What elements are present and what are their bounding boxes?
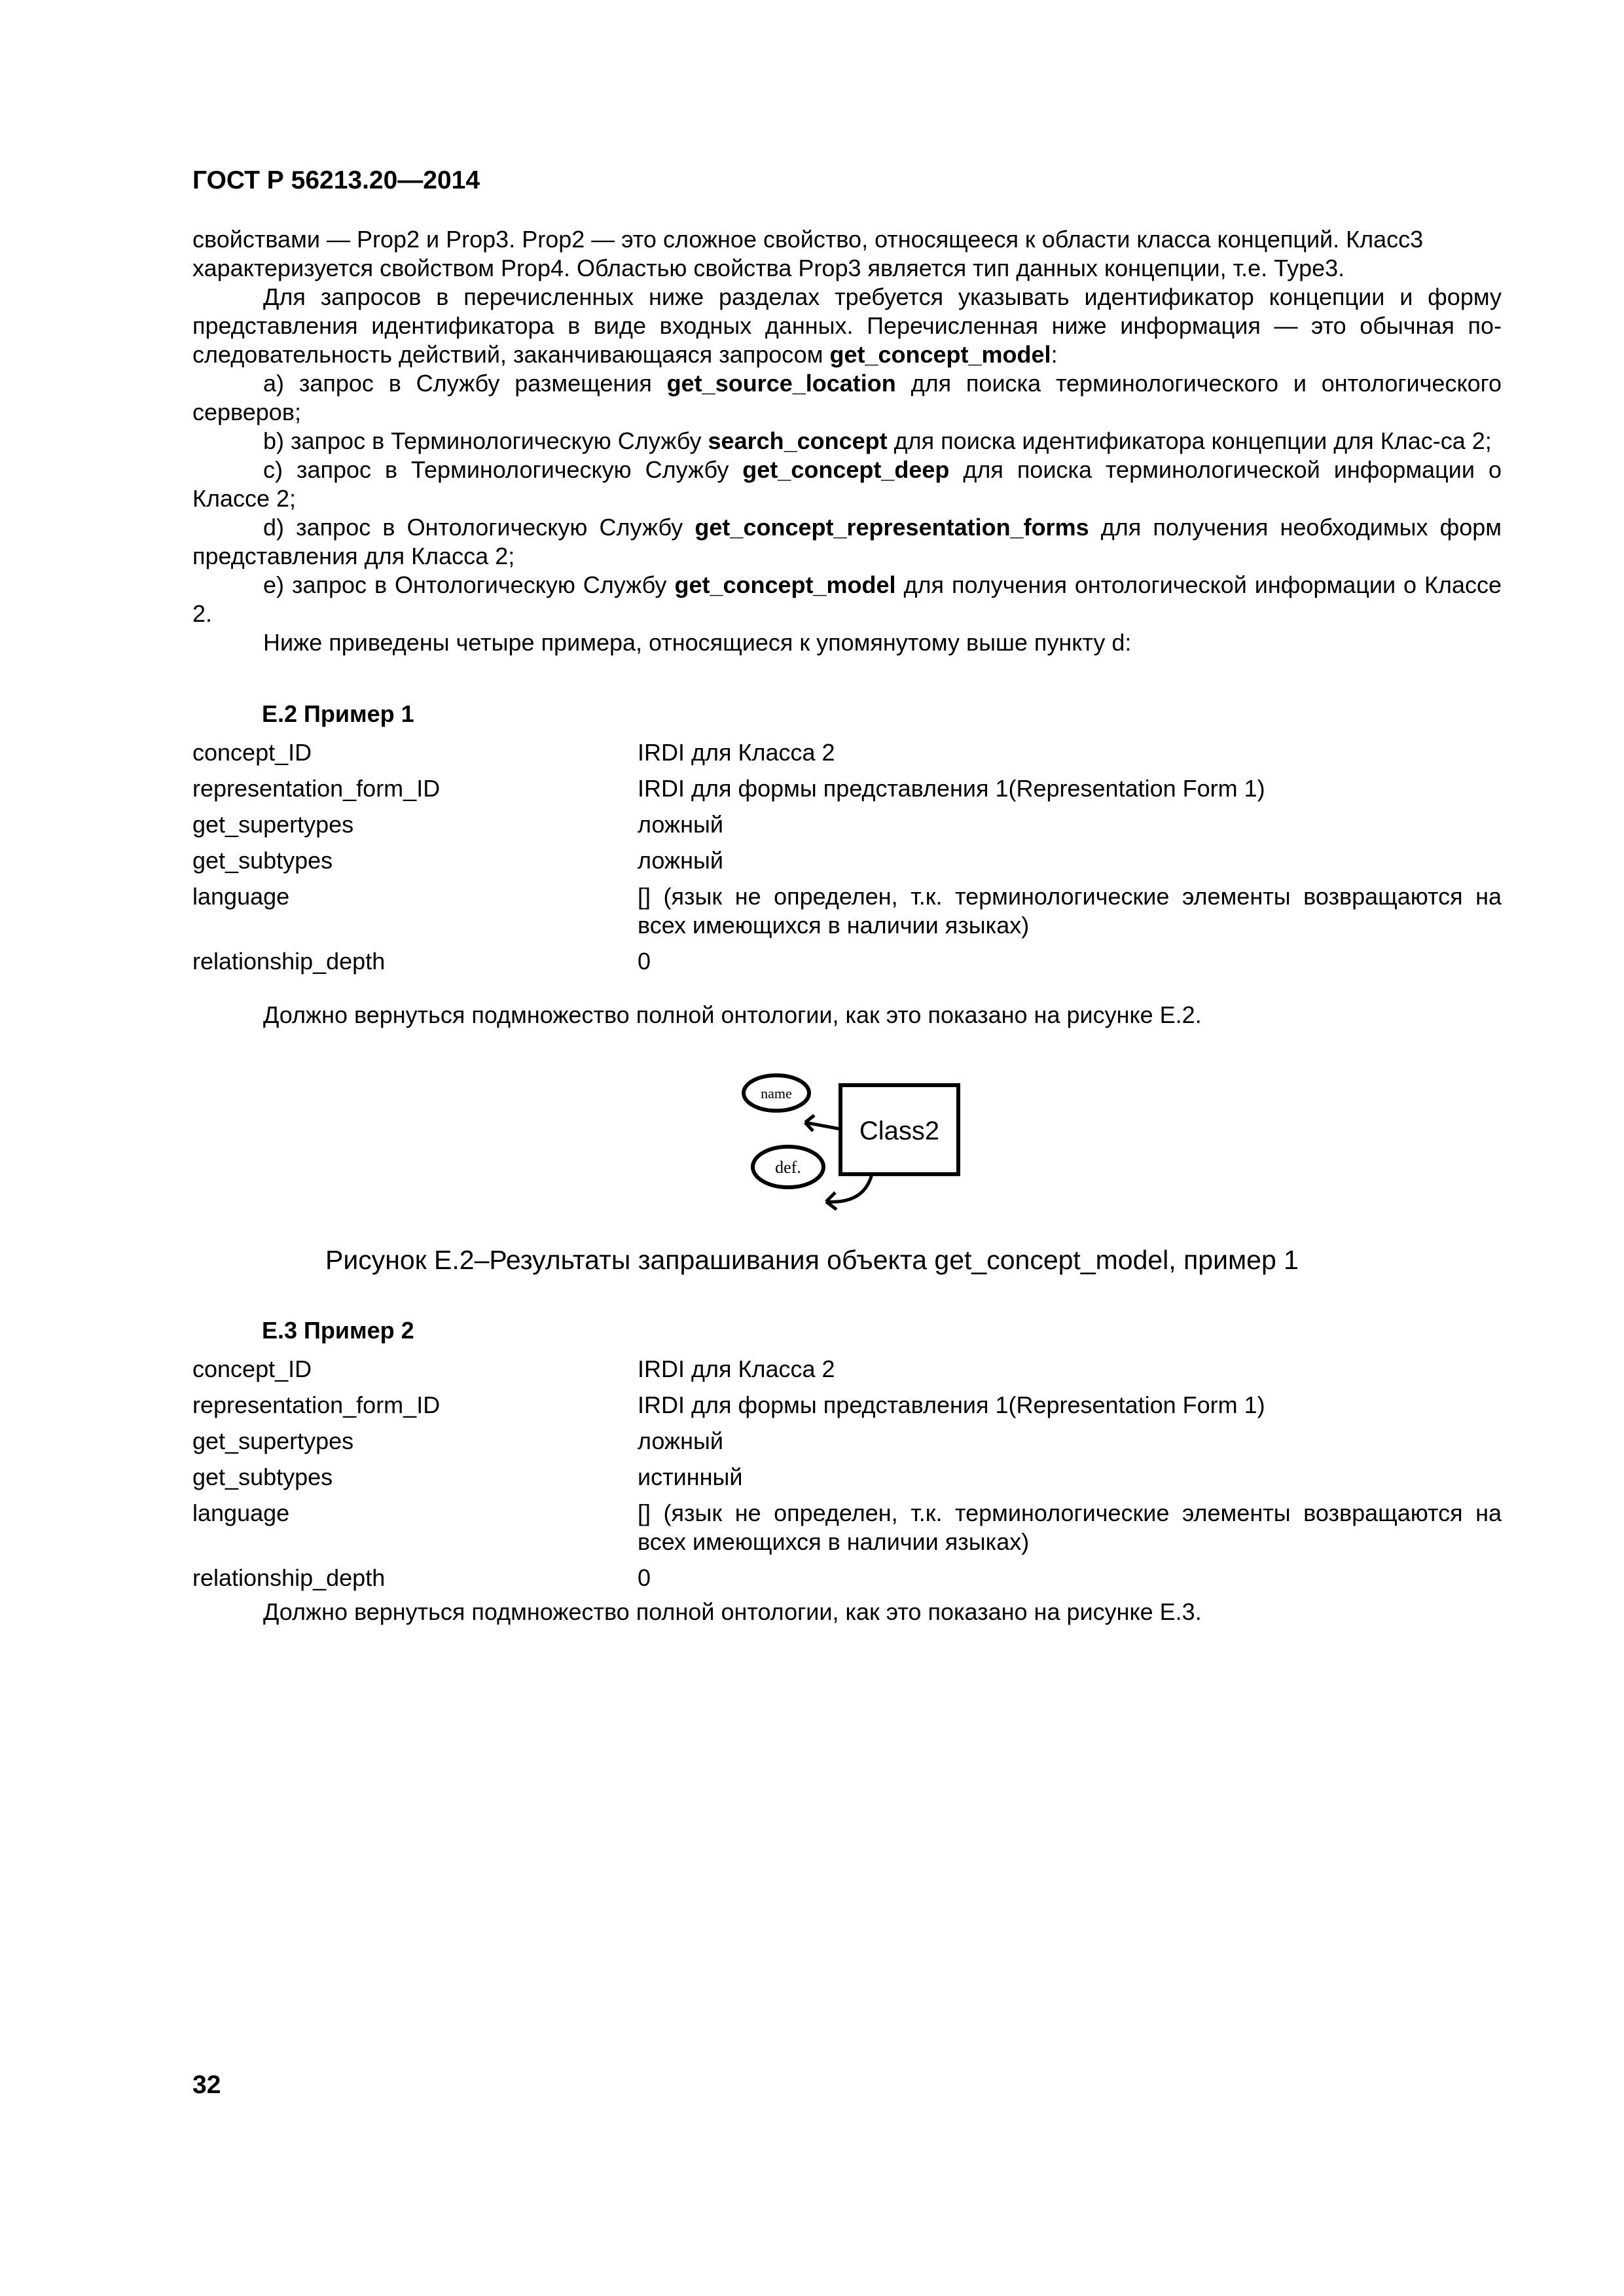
param-value: IRDI для Класса 2: [638, 1355, 835, 1382]
intro-line-1: свойствами — Prop2 и Prop3. Prop2 — это сложное свойство, относящееся к области класса концепций. Класс3: [192, 226, 1424, 253]
param-row: [192, 1463, 1502, 1492]
example2-params: [192, 1355, 1502, 1600]
param-value: IRDI для формы представления 1(Representation Form 1): [638, 775, 1265, 802]
param-name: language: [192, 883, 290, 910]
figure-e2-diagram: [727, 1059, 975, 1229]
param-name: concept_ID: [192, 739, 312, 766]
param-name: representation_form_ID: [192, 1391, 441, 1418]
param-value: ложный: [638, 847, 723, 874]
param-name: relationship_depth: [192, 948, 386, 975]
param-row: [192, 810, 1502, 839]
param-value: ложный: [638, 1427, 723, 1454]
param-row: [192, 846, 1502, 875]
param-value: IRDI для формы представления 1(Representation Form 1): [638, 1391, 1265, 1418]
concept-model-term: get_concept_model: [829, 341, 1051, 368]
param-row: [192, 1427, 1502, 1456]
intro-paragraph-2: Для запросов в перечисленных ниже разделах требуется указывать идентификатор концепции и форму представления идентификатора в виде входных данных. Перечисленная ниже информация — это обычная по-следовательность действий, заканчивающаяся запросом get_concept_model:: [192, 283, 1502, 368]
param-row: [192, 1391, 1502, 1420]
param-name: relationship_depth: [192, 1564, 386, 1591]
class2-label: Class2: [859, 1117, 940, 1145]
param-name: get_supertypes: [192, 811, 354, 838]
param-value: 0: [638, 948, 651, 975]
param-value: ложный: [638, 811, 723, 838]
list-item-c: c) запрос в Терминологическую Службу get_concept_deep для поиска терминологической информации о Классе 2;: [192, 456, 1502, 512]
example2-title: Е.3 Пример 2: [262, 1317, 414, 1344]
intro-last-paragraph: Ниже приведены четыре примера, относящиеся к упомянутому выше пункту d:: [263, 629, 1132, 656]
param-name: representation_form_ID: [192, 775, 441, 802]
param-row: [192, 947, 1502, 976]
name-arrow-icon: [805, 1115, 840, 1131]
param-value: истинный: [638, 1463, 743, 1490]
param-row: [192, 1499, 1502, 1556]
param-value: IRDI для Класса 2: [638, 739, 835, 766]
example1-title: Е.2 Пример 1: [262, 700, 414, 727]
param-row: [192, 738, 1502, 767]
list-item-d: d) запрос в Онтологическую Службу get_concept_representation_forms для получения необходимых форм представления для Класса 2;: [192, 514, 1502, 569]
param-name: concept_ID: [192, 1355, 312, 1382]
param-row: [192, 882, 1502, 940]
list-item-e: e) запрос в Онтологическую Службу get_concept_model для получения онтологической информации о Классе 2.: [192, 571, 1502, 627]
param-value: [] (язык не определен, т.к. терминологические элементы возвращаются на всех имеющихся в наличии языках): [638, 1499, 1502, 1555]
def-arrow-icon: [826, 1174, 872, 1210]
intro-line-2: характеризуется свойством Prop4. Областью свойства Prop3 является тип данных концепции, т.е. Type3.: [192, 255, 1345, 281]
param-name: get_subtypes: [192, 847, 333, 874]
name-oval-label: name: [761, 1085, 792, 1102]
param-row: [192, 1564, 1502, 1592]
example2-note: Должно вернуться подмножество полной онтологии, как это показано на рисунке Е.3.: [263, 1598, 1202, 1625]
param-row: [192, 774, 1502, 803]
param-name: language: [192, 1499, 290, 1526]
param-row: [192, 1355, 1502, 1384]
param-name: get_subtypes: [192, 1463, 333, 1490]
figure-caption: Рисунок Е.2–Результаты запрашивания объекта get_concept_model, пример 1: [325, 1245, 1299, 1275]
list-item-b: b) запрос в Терминологическую Службу search_concept для поиска идентификатора концепции для Клас-са 2;: [263, 427, 1492, 454]
param-value: [] (язык не определен, т.к. терминологические элементы возвращаются на всех имеющихся в наличии языках): [638, 883, 1502, 939]
def-oval-label: def.: [775, 1158, 801, 1177]
page-number: 32: [192, 2071, 221, 2099]
example1-params: [192, 738, 1502, 983]
intro-section: [192, 225, 1502, 657]
document-header: ГОСТ Р 56213.20—2014: [192, 166, 480, 194]
example1-note: Должно вернуться подмножество полной онтологии, как это показано на рисунке Е.2.: [263, 1001, 1202, 1028]
param-name: get_supertypes: [192, 1427, 354, 1454]
param-value: 0: [638, 1564, 651, 1591]
list-item-a: a) запрос в Службу размещения get_source_location для поиска терминологического и онтологического серверов;: [192, 370, 1502, 425]
